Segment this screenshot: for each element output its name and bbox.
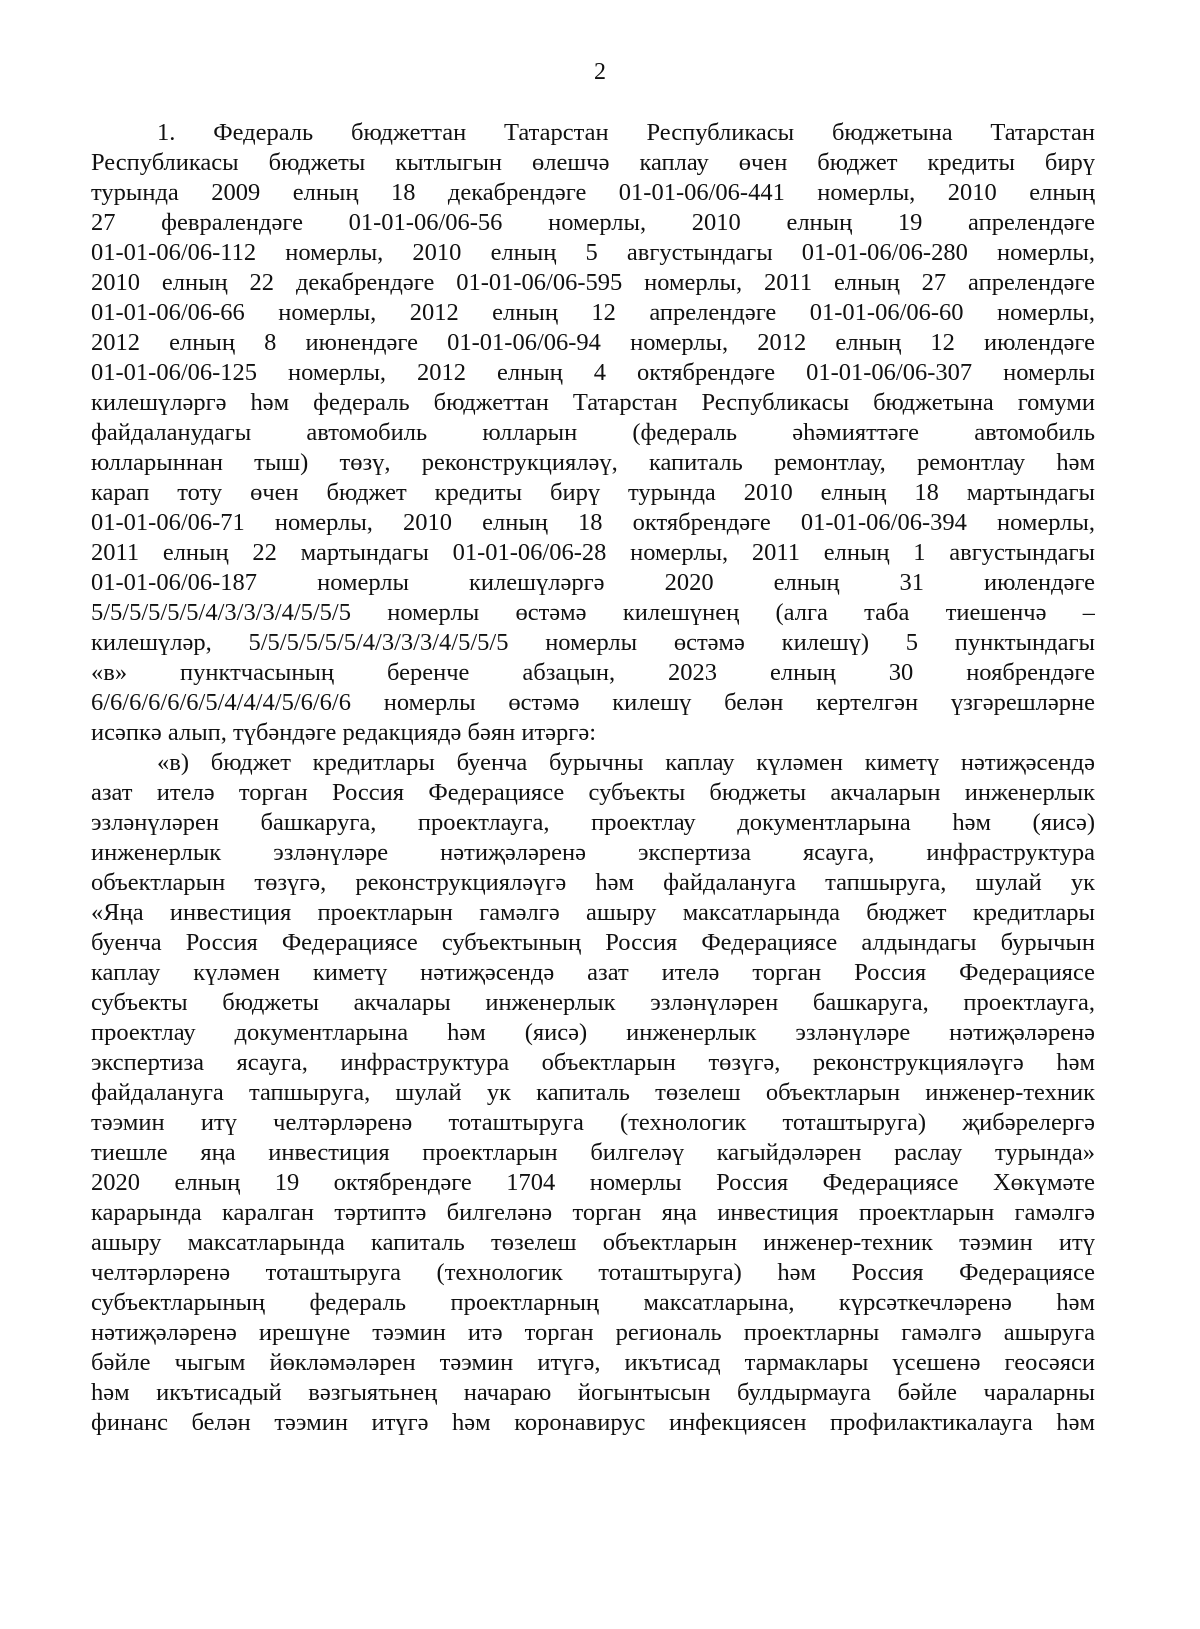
text-line: «в) бюджет кредитлары буенча бурычны каплау күләмен киметү нәтиҗәсендә (157, 749, 1095, 776)
text-line: 1. Федераль бюджеттан Татарстан Республикасы бюджетына Татарстан (157, 119, 1095, 146)
text-line: субъекты бюджеты акчалары инженерлык эзләнүләрен башкаруга, проектлауга, (91, 989, 1095, 1016)
text-line: эзләнүләрен башкаруга, проектлауга, проектлау документларына һәм (яисә) (91, 809, 1095, 836)
text-line: тиешле яңа инвестиция проектларын билгеләү кагыйдәләрен раслау турында» (91, 1139, 1095, 1166)
text-line: 2020 елның 19 октябрендәге 1704 номерлы Россия Федерациясе Хөкүмәте (91, 1169, 1095, 1196)
text-line: 2012 елның 8 июнендәге 01-01-06/06-94 номерлы, 2012 елның 12 июлендәге (91, 329, 1095, 356)
text-line: Республикасы бюджеты кытлыгын өлешчә каплау өчен бюджет кредиты бирү (91, 149, 1095, 176)
text-line: проектлау документларына һәм (яисә) инженерлык эзләнүләре нәтиҗәләренә (91, 1019, 1095, 1046)
text-line: «в» пунктчасының беренче абзацын, 2023 елның 30 ноябрендәге (91, 659, 1095, 686)
text-line: 01-01-06/06-125 номерлы, 2012 елның 4 октябрендәге 01-01-06/06-307 номерлы (91, 359, 1095, 386)
text-line: экспертиза ясауга, инфраструктура объектларын төзүгә, реконструкцияләүгә һәм (91, 1049, 1095, 1076)
text-line: «Яңа инвестиция проектларын гамәлгә ашыру максатларында бюджет кредитлары (91, 899, 1095, 926)
text-line: файдаланудагы автомобиль юлларын (федераль әһәмияттәге автомобиль (91, 419, 1095, 446)
text-line: 01-01-06/06-187 номерлы килешүләргә 2020 елның 31 июлендәге (91, 569, 1095, 596)
text-line: азат ителә торган Россия Федерациясе субъекты бюджеты акчаларын инженерлык (91, 779, 1095, 806)
text-line: 27 февралендәге 01-01-06/06-56 номерлы, 2010 елның 19 апрелендәге (91, 209, 1095, 236)
text-line: 01-01-06/06-71 номерлы, 2010 елның 18 октябрендәге 01-01-06/06-394 номерлы, (91, 509, 1095, 536)
text-line: финанс белән тәэмин итүгә һәм коронавирус инфекциясен профилактикалауга һәм (91, 1409, 1095, 1436)
text-line: 5/5/5/5/5/5/4/3/3/3/4/5/5/5 номерлы өстәмә килешүнең (алга таба тиешенчә – (91, 599, 1095, 626)
text-line: 6/6/6/6/6/6/5/4/4/4/5/6/6/6 номерлы өстәмә килешү белән кертелгән үзгәрешләрне (91, 689, 1095, 716)
text-line: челтәрләренә тоташтыруга (технологик тоташтыруга) һәм Россия Федерациясе (91, 1259, 1095, 1286)
text-line: буенча Россия Федерациясе субъектының Россия Федерациясе алдындагы бурычын (91, 929, 1095, 956)
text-line: исәпкә алып, түбәндәге редакциядә бәян итәргә: (91, 719, 597, 746)
text-line: инженерлык эзләнүләре нәтиҗәләренә экспертиза ясауга, инфраструктура (91, 839, 1095, 866)
text-line: каплау күләмен киметү нәтиҗәсендә азат ителә торган Россия Федерациясе (91, 959, 1095, 986)
text-line: файдалануга тапшыруга, шулай ук капиталь төзелеш объектларын инженер-техник (91, 1079, 1095, 1106)
text-line: ашыру максатларында капиталь төзелеш объектларын инженер-техник тәэмин итү (91, 1229, 1095, 1256)
text-line: карарында каралган тәртиптә билгеләнә торган яңа инвестиция проектларын гамәлгә (91, 1199, 1095, 1226)
text-line: нәтиҗәләренә ирешүне тәэмин итә торган региональ проектларны гамәлгә ашыруга (91, 1319, 1095, 1346)
text-line: һәм икътисадый вәзгыятьнең начараю йогынтысын булдырмауга бәйле чараларны (91, 1379, 1095, 1406)
page-number: 2 (594, 59, 606, 85)
text-line: 01-01-06/06-112 номерлы, 2010 елның 5 августындагы 01-01-06/06-280 номерлы, (91, 239, 1095, 266)
text-line: турында 2009 елның 18 декабрендәге 01-01-06/06-441 номерлы, 2010 елның (91, 179, 1095, 206)
text-line: килешүләргә һәм федераль бюджеттан Татарстан Республикасы бюджетына гомуми (91, 389, 1095, 416)
document-body (91, 118, 1095, 1438)
text-line: 2010 елның 22 декабрендәге 01-01-06/06-595 номерлы, 2011 елның 27 апрелендәге (91, 269, 1095, 296)
text-line: объектларын төзүгә, реконструкцияләүгә һәм файдалануга тапшыруга, шулай ук (91, 869, 1095, 896)
text-line: карап тоту өчен бюджет кредиты бирү турында 2010 елның 18 мартындагы (91, 479, 1095, 506)
text-line: юлларыннан тыш) төзү, реконструкцияләү, капиталь ремонтлау, ремонтлау һәм (91, 449, 1095, 476)
text-line: субъектларының федераль проектларның максатларына, күрсәткечләренә һәм (91, 1289, 1095, 1316)
text-line: бәйле чыгым йөкләмәләрен тәэмин итүгә, икътисад тармаклары үсешенә геосәяси (91, 1349, 1095, 1376)
text-line: тәэмин итү челтәрләренә тоташтыруга (технологик тоташтыруга) җибәрелергә (91, 1109, 1095, 1136)
text-line: килешүләр, 5/5/5/5/5/5/4/3/3/3/4/5/5/5 номерлы өстәмә килешү) 5 пунктындагы (91, 629, 1095, 656)
text-line: 2011 елның 22 мартындагы 01-01-06/06-28 номерлы, 2011 елның 1 августындагы (91, 539, 1095, 566)
text-line: 01-01-06/06-66 номерлы, 2012 елның 12 апрелендәге 01-01-06/06-60 номерлы, (91, 299, 1095, 326)
